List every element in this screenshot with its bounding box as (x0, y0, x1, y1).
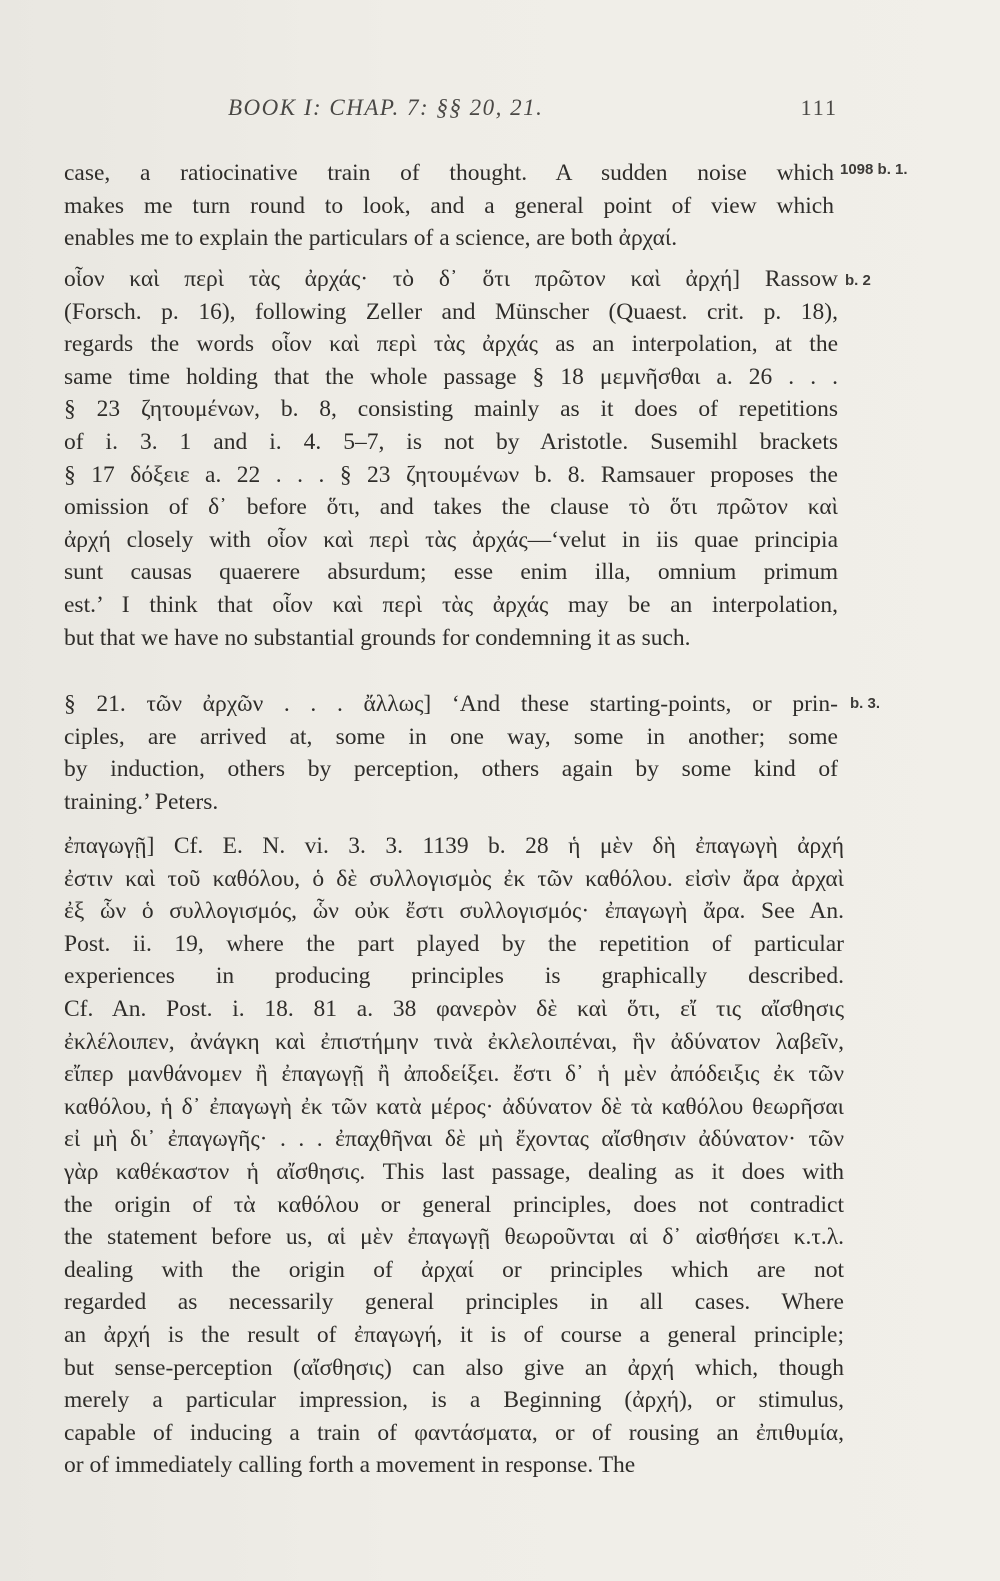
text-line: καθόλου, ἡ δ᾽ ἐπαγωγὴ ἐκ τῶν κατὰ μέρος· ἀδύνατον δὲ τὰ καθόλου θεωρῆσαι (64, 1093, 844, 1120)
paragraph-1 (64, 157, 834, 255)
text-line: the origin of τὰ καθόλου or general principles, does not contradict (64, 1191, 844, 1218)
text-line: makes me turn round to look, and a general point of view which (64, 192, 834, 219)
text-line: regards the words οἷον καὶ περὶ τὰς ἀρχάς as an interpolation, at the (64, 331, 838, 358)
text-line: merely a particular impression, is a Beginning (ἀρχή), or stimulus, (64, 1387, 844, 1414)
text-line: or of immediately calling forth a movement in response. The (64, 1452, 636, 1479)
text-line: γὰρ καθέκαστον ἡ αἴσθησις. This last passage, dealing as it does with (64, 1158, 844, 1185)
text-line: οἷον καὶ περὶ τὰς ἀρχάς· τὸ δ᾽ ὅτι πρῶτον καὶ ἀρχή] Rassow (64, 266, 838, 292)
text-line: an ἀρχή is the result of ἐπαγωγή, it is of course a general principle; (64, 1321, 844, 1348)
text-line: Post. ii. 19, where the part played by the repetition of particular (64, 930, 844, 957)
text-line: but that we have no substantial grounds for condemning it as such. (64, 624, 691, 651)
text-line: (Forsch. p. 16), following Zeller and Münscher (Quaest. crit. p. 18), (64, 298, 838, 325)
text-line: but sense-perception (αἴσθησις) can also give an ἀρχή which, though (64, 1354, 844, 1381)
margin-ref-1098b1: 1098 b. 1. (840, 161, 908, 178)
text-line: training.’ Peters. (64, 788, 219, 815)
margin-ref-b3: b. 3. (850, 695, 881, 712)
text-line: ἐκλέλοιπεν, ἀνάγκη καὶ ἐπιστήμην τινὰ ἐκλελοιπέναι, ἣν ἀδύνατον λαβεῖν, (64, 1028, 844, 1055)
text-line: Cf. An. Post. i. 18. 81 a. 38 φανερὸν δὲ καὶ ὅτι, εἴ τις αἴσθησις (64, 995, 844, 1022)
text-line: capable of inducing a train of φαντάσματα, or of rousing an ἐπιθυμία, (64, 1419, 844, 1446)
page-number: 111 (800, 95, 838, 120)
text-line: of i. 3. 1 and i. 4. 5–7, is not by Aristotle. Susemihl brackets (64, 428, 838, 455)
paragraph-2-note (64, 263, 838, 654)
text-line: experiences in producing principles is graphically described. (64, 963, 844, 990)
text-line: § 23 ζητουμένων, b. 8, consisting mainly as it does of repetitions (64, 396, 838, 423)
text-line: regarded as necessarily general principles in all cases. Where (64, 1289, 844, 1316)
text-line: the statement before us, αἱ μὲν ἐπαγωγῇ θεωροῦνται αἱ δ᾽ αἰσθήσει κ.τ.λ. (64, 1224, 844, 1251)
text-line: ἀρχή closely with οἷον καὶ περὶ τὰς ἀρχάς—‘velut in iis quae principia (64, 526, 838, 553)
margin-ref-b2: b. 2 (845, 272, 871, 289)
text-line: εἰ μὴ δι᾽ ἐπαγωγῆς· . . . ἐπαχθῆναι δὲ μὴ ἔχοντας αἴσθησιν ἀδύνατον· τῶν (64, 1126, 844, 1153)
text-line: omission of δ᾽ before ὅτι, and takes the clause τὸ ὅτι πρῶτον καὶ (64, 494, 838, 521)
text-line: same time holding that the whole passage § 18 μεμνῆσθαι a. 26 . . . (64, 363, 838, 390)
text-line: enables me to explain the particulars of a science, are both ἀρχαί. (64, 225, 678, 252)
text-line: by induction, others by perception, others again by some kind of (64, 756, 838, 783)
text-line: ἐπαγωγῇ] Cf. E. N. vi. 3. 3. 1139 b. 28 ἡ μὲν δὴ ἐπαγωγὴ ἀρχή (64, 833, 844, 859)
text-line: ἐστιν καὶ τοῦ καθόλου, ὁ δὲ συλλογισμὸς ἐκ τῶν καθόλου. εἰσὶν ἄρα ἀρχαὶ (64, 865, 844, 892)
text-line: dealing with the origin of ἀρχαί or principles which are not (64, 1256, 844, 1283)
text-line: ciples, are arrived at, some in one way, some in another; some (64, 723, 838, 750)
paragraph-3-section-21 (64, 688, 838, 818)
text-line: ἐξ ὧν ὁ συλλογισμός, ὧν οὐκ ἔστι συλλογισμός· ἐπαγωγὴ ἄρα. See An. (64, 898, 844, 925)
text-line: est.’ I think that οἷον καὶ περὶ τὰς ἀρχάς may be an interpolation, (64, 591, 838, 618)
text-line: § 17 δόξειε a. 22 . . . § 23 ζητουμένων b. 8. Ramsauer proposes the (64, 461, 838, 488)
text-line: § 21. τῶν ἀρχῶν . . . ἄλλως] ‘And these starting-points, or prin- (64, 691, 838, 717)
running-head: BOOK I: CHAP. 7: §§ 20, 21. (228, 95, 544, 120)
paragraph-4-note (64, 830, 844, 1482)
text-line: sunt causas quaerere absurdum; esse enim illa, omnium primum (64, 559, 838, 586)
text-line: case, a ratiocinative train of thought. A sudden noise which (64, 160, 834, 186)
text-line: εἴπερ μανθάνομεν ἢ ἐπαγωγῇ ἢ ἀποδείξει. ἔστι δ᾽ ἡ μὲν ἀπόδειξις ἐκ τῶν (64, 1061, 844, 1088)
page-header (228, 95, 838, 131)
